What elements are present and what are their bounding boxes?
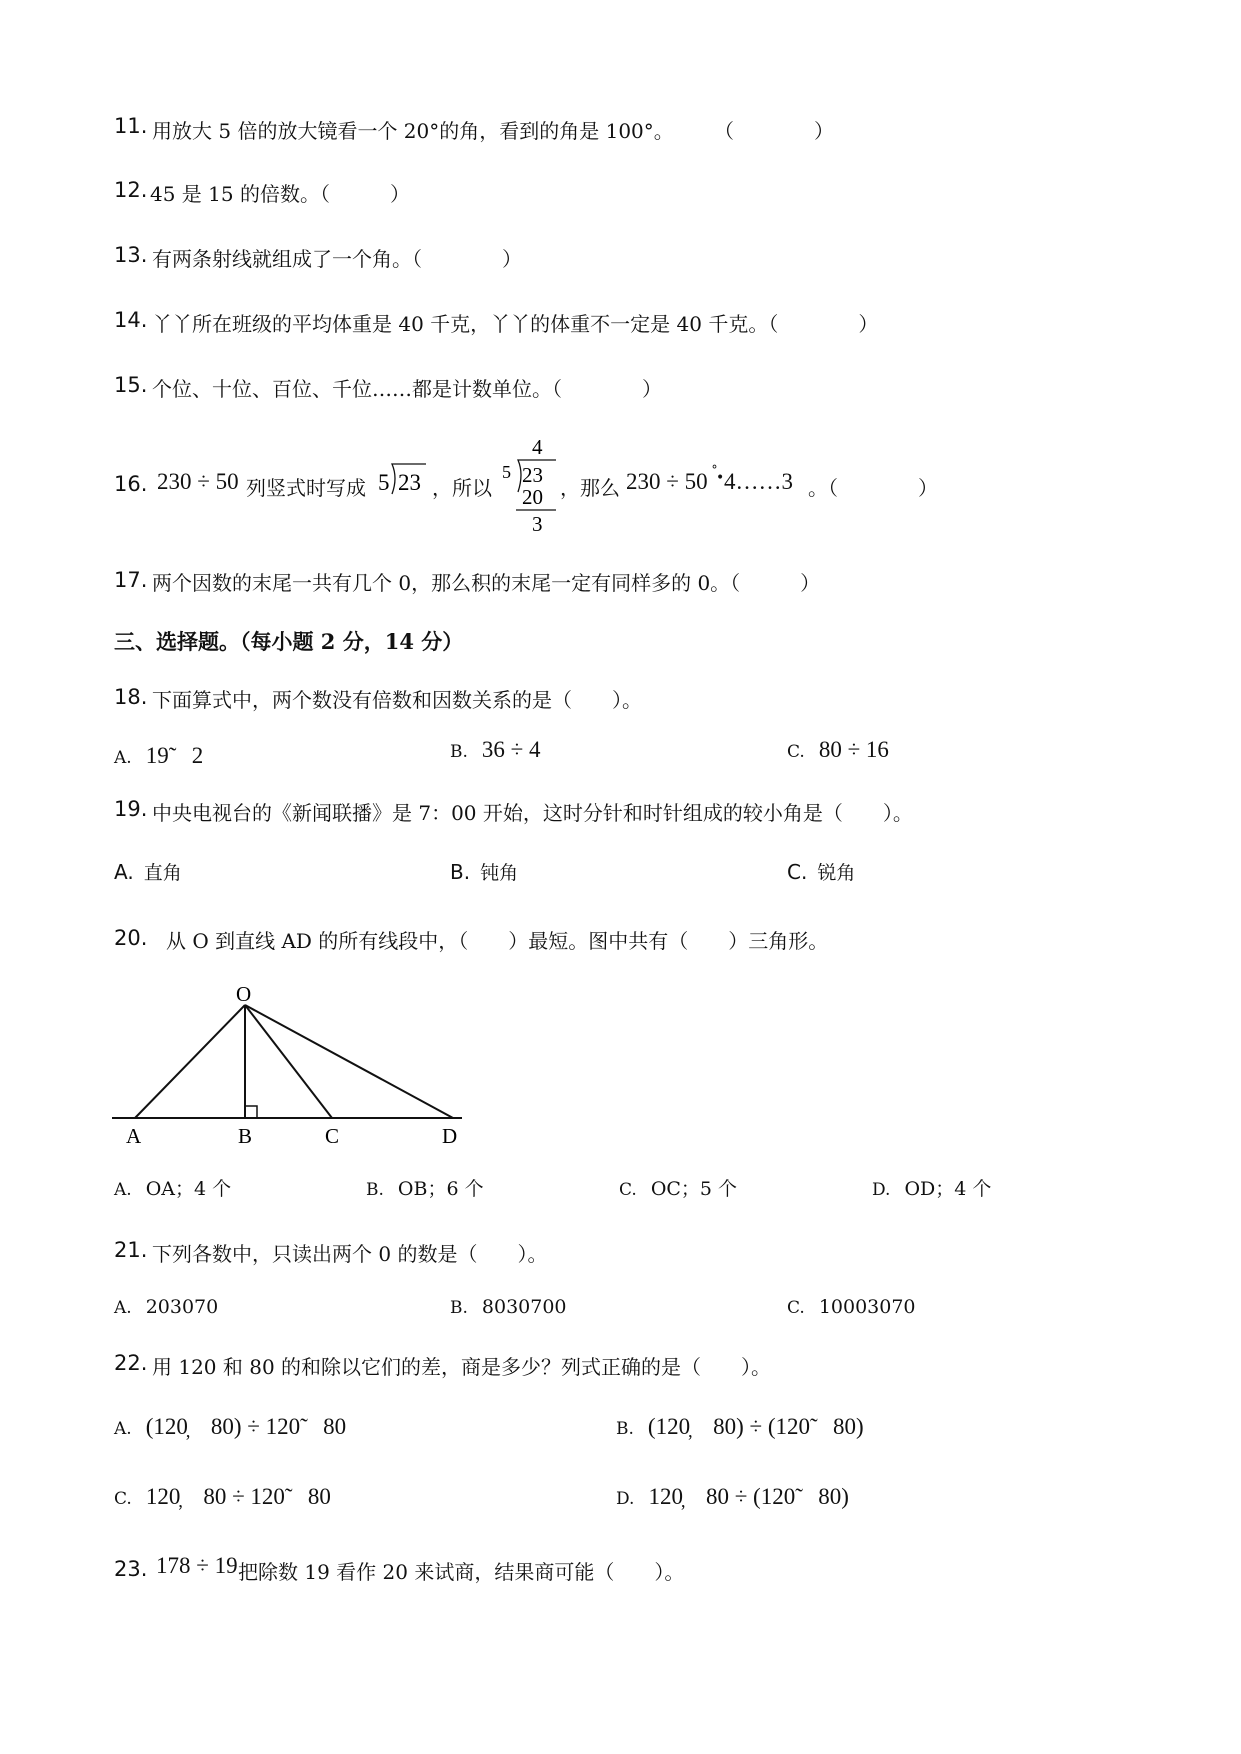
answer-paren: 。（ ）: [808, 476, 938, 500]
question-text: 两个因数的末尾一共有几个 0，那么积的末尾一定有同样多的 0。（ ）: [152, 571, 821, 595]
option-value: 8030700: [481, 1296, 567, 1318]
option-a[interactable]: [114, 737, 203, 770]
option-label: B.: [366, 1180, 384, 1200]
option-label: A.: [114, 748, 132, 768]
option-value: OA；4 个: [145, 1178, 232, 1200]
option-value: (120̦ 80) ÷ 120̃ 80: [145, 1414, 347, 1439]
question-number: 14.: [114, 308, 148, 332]
long-division-figure: [500, 434, 558, 534]
question-text: 有两条射线就组成了一个角。（ ）: [152, 247, 522, 271]
question-number: 21.: [114, 1238, 148, 1262]
option-label: A.: [114, 1419, 132, 1439]
question-number: 15.: [114, 373, 148, 397]
option-a[interactable]: [114, 1296, 218, 1318]
point-label-a: A: [126, 1124, 142, 1148]
option-b[interactable]: [450, 1296, 567, 1318]
question-text: ，所以: [432, 476, 492, 500]
product: 20: [522, 485, 543, 509]
question-text: 从 O 到直线 AD 的所有线段中，（ ）最短。图中共有（ ）三角形。: [166, 929, 829, 953]
option-label: C.: [787, 1298, 805, 1318]
divisor: 5: [378, 470, 390, 495]
option-d[interactable]: [872, 1174, 991, 1201]
question-text: 用 120 和 80 的和除以它们的差，商是多少？列式正确的是（ ）。: [152, 1355, 772, 1379]
garbled-glyph: •: [716, 470, 725, 486]
math-expression: 230 ÷ 50: [626, 469, 708, 494]
option-label: C.: [114, 1489, 132, 1509]
option-b[interactable]: [450, 858, 518, 885]
option-value: 锐角: [817, 862, 856, 884]
dividend: 23: [522, 463, 543, 487]
divisor: 5: [502, 462, 511, 482]
option-value: OB；6 个: [397, 1178, 484, 1200]
question-number: 19.: [114, 797, 148, 821]
point-label-b: B: [238, 1124, 253, 1148]
question-number: 12.: [114, 178, 148, 202]
option-b[interactable]: [616, 1408, 864, 1441]
option-c[interactable]: [787, 858, 855, 885]
quotient: 4: [532, 435, 543, 459]
option-c[interactable]: [787, 737, 889, 763]
option-a[interactable]: [114, 1408, 346, 1441]
question-text: 把除数 19 看作 20 来试商，结果商可能（ ）。: [238, 1560, 685, 1584]
option-label: B.: [450, 742, 468, 762]
question-text: 丫丫所在班级的平均体重是 40 千克，丫丫的体重不一定是 40 千克。（ ）: [152, 312, 879, 336]
garbled-glyph: ˚: [711, 465, 718, 481]
option-value: 10003070: [818, 1296, 916, 1318]
question-number: 16.: [114, 472, 148, 496]
option-label: D.: [616, 1489, 635, 1509]
option-label: B.: [450, 1298, 468, 1318]
question-number: 20.: [114, 926, 148, 950]
question-number: 17.: [114, 568, 148, 592]
math-expression: 178 ÷ 19: [156, 1553, 238, 1578]
option-value: 19̃ 2: [145, 743, 204, 768]
geometry-figure: [100, 975, 480, 1155]
option-label: B.: [450, 860, 471, 884]
option-c[interactable]: [114, 1478, 331, 1511]
question-text: 45 是 15 的倍数。（ ）: [150, 182, 410, 206]
option-c[interactable]: [619, 1174, 737, 1201]
option-label: C.: [787, 860, 808, 884]
option-label: D.: [872, 1180, 891, 1200]
question-number: 22.: [114, 1351, 148, 1375]
question-number: 11.: [114, 114, 148, 138]
option-value: 80 ÷ 16: [818, 737, 889, 762]
question-text: 用放大 5 倍的放大镜看一个 20°的角，看到的角是 100°。: [152, 119, 674, 143]
section-heading: 三、选择题。（每小题 2 分，14 分）: [114, 629, 464, 654]
point-label-d: D: [442, 1124, 458, 1148]
option-value: 36 ÷ 4: [481, 737, 541, 762]
option-label: A.: [114, 1180, 132, 1200]
point-label-c: C: [325, 1124, 340, 1148]
option-value: 120̦ 80 ÷ (120̃ 80): [648, 1484, 849, 1509]
math-expression: 230 ÷ 50: [157, 469, 239, 494]
option-label: C.: [787, 742, 805, 762]
answer-paren: （ ）: [714, 119, 834, 143]
question-number: 18.: [114, 685, 148, 709]
question-text: ，那么: [560, 476, 620, 500]
option-value: OC；5 个: [650, 1178, 738, 1200]
division-bracket-figure: [376, 460, 428, 500]
option-c[interactable]: [787, 1296, 916, 1318]
option-label: C.: [619, 1180, 637, 1200]
question-text: 个位、十位、百位、千位……都是计数单位。（ ）: [152, 377, 662, 401]
question-number: 13.: [114, 243, 148, 267]
option-value: 钝角: [480, 862, 519, 884]
math-expression: 4……3: [724, 469, 793, 494]
dividend: 23: [398, 470, 421, 495]
question-text: 下面算式中，两个数没有倍数和因数关系的是（ ）。: [152, 688, 642, 712]
question-text: 中央电视台的《新闻联播》是 7：00 开始，这时分针和时针组成的较小角是（ ）。: [152, 801, 913, 825]
remainder: 3: [532, 512, 543, 534]
option-a[interactable]: [114, 858, 182, 885]
question-text: 列竖式时写成: [246, 476, 366, 500]
option-value: (120̦ 80) ÷ (120̃ 80): [647, 1414, 864, 1439]
option-label: B.: [616, 1419, 634, 1439]
point-label-o: O: [236, 982, 252, 1006]
option-label: A.: [114, 860, 134, 884]
option-value: 203070: [145, 1296, 219, 1318]
question-text: 下列各数中，只读出两个 0 的数是（ ）。: [152, 1242, 548, 1266]
option-b[interactable]: [366, 1174, 484, 1201]
option-d[interactable]: [616, 1478, 849, 1511]
option-b[interactable]: [450, 737, 541, 763]
option-value: OD；4 个: [904, 1178, 992, 1200]
option-a[interactable]: [114, 1174, 231, 1201]
option-label: A.: [114, 1298, 132, 1318]
option-value: 120̦ 80 ÷ 120̃ 80: [145, 1484, 331, 1509]
question-number: 23.: [114, 1557, 148, 1581]
option-value: 直角: [143, 862, 182, 884]
